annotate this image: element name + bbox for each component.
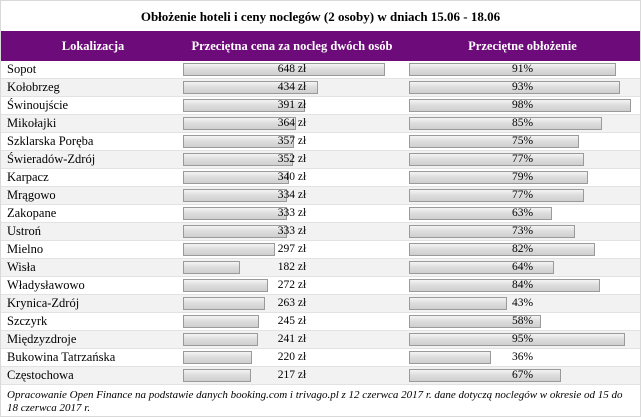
occupancy-value-label: 91%: [511, 63, 534, 75]
row-location-label: Kołobrzeg: [7, 80, 60, 94]
row-location-label: Ustroń: [7, 224, 42, 238]
occupancy-value-label: 93%: [511, 81, 534, 93]
price-value-label: 263 zł: [277, 297, 307, 309]
price-value-label: 334 zł: [277, 189, 307, 201]
price-value-label: 352 zł: [277, 153, 307, 165]
occupancy-value-label: 58%: [511, 315, 534, 327]
price-bar-cell: [179, 61, 405, 78]
table-row: [1, 61, 640, 79]
price-bar-cell: [179, 97, 405, 114]
occupancy-bar-cell: [405, 205, 640, 222]
table-row: [1, 133, 640, 151]
occupancy-bar-cell: [405, 241, 640, 258]
row-location-label: Krynica-Zdrój: [7, 296, 80, 310]
occupancy-value-label: 77%: [511, 189, 534, 201]
occupancy-value-label: 79%: [511, 171, 534, 183]
price-value-label: 333 zł: [277, 225, 307, 237]
occupancy-value-label: 73%: [511, 225, 534, 237]
price-value-label: 364 zł: [277, 117, 307, 129]
occupancy-bar-cell: [405, 295, 640, 312]
table-row: [1, 151, 640, 169]
occupancy-value-label: 67%: [511, 369, 534, 381]
table-row: [1, 205, 640, 223]
occupancy-bar-cell: [405, 115, 640, 132]
table-row: [1, 187, 640, 205]
row-location-label: Szczyrk: [7, 314, 48, 328]
column-header-location: Lokalizacja: [61, 38, 125, 53]
row-location-label: Świeradów-Zdrój: [7, 152, 96, 166]
row-location-label: Międzyzdroje: [7, 332, 77, 346]
price-value-label: 241 zł: [277, 333, 307, 345]
price-bar-cell: [179, 151, 405, 168]
occupancy-bar-cell: [405, 79, 640, 96]
price-bar-cell: [179, 241, 405, 258]
occupancy-value-label: 95%: [511, 333, 534, 345]
price-bar-cell: [179, 115, 405, 132]
price-value-label: 245 zł: [277, 315, 307, 327]
table-row: [1, 97, 640, 115]
table-row: [1, 331, 640, 349]
price-bar-cell: [179, 259, 405, 276]
row-location-label: Władysławowo: [7, 278, 85, 292]
occupancy-bar-cell: [405, 187, 640, 204]
price-value-label: 340 zł: [277, 171, 307, 183]
row-location-label: Świnoujście: [7, 98, 69, 112]
occupancy-value-label: 75%: [511, 135, 534, 147]
price-value-label: 434 zł: [277, 81, 307, 93]
occupancy-bar-cell: [405, 277, 640, 294]
row-location-label: Sopot: [7, 62, 37, 76]
price-value-label: 182 zł: [277, 261, 307, 273]
occupancy-bar-cell: [405, 259, 640, 276]
occupancy-bar-cell: [405, 367, 640, 384]
price-bar-cell: [179, 205, 405, 222]
table-row: [1, 349, 640, 367]
row-location-label: Szklarska Poręba: [7, 134, 94, 148]
price-bar-cell: [179, 277, 405, 294]
price-bar-cell: [179, 349, 405, 366]
row-location-label: Zakopane: [7, 206, 57, 220]
row-location-label: Wisła: [7, 260, 36, 274]
occupancy-value-label: 85%: [511, 117, 534, 129]
occupancy-bar-cell: [405, 133, 640, 150]
price-value-label: 333 zł: [277, 207, 307, 219]
column-header-occupancy: Przeciętne obłożenie: [468, 38, 577, 53]
table-row: [1, 277, 640, 295]
price-value-label: 217 zł: [277, 369, 307, 381]
price-bar-cell: [179, 169, 405, 186]
chart-rows: [1, 61, 640, 385]
occupancy-bar-cell: [405, 223, 640, 240]
table-row: [1, 313, 640, 331]
price-value-label: 391 zł: [277, 99, 307, 111]
table-row: [1, 241, 640, 259]
price-bar-cell: [179, 79, 405, 96]
occupancy-value-label: 64%: [511, 261, 534, 273]
row-location-label: Częstochowa: [7, 368, 74, 382]
column-header-price: Przeciętna cena za nocleg dwóch osób: [191, 38, 393, 53]
table-row: [1, 259, 640, 277]
row-location-label: Mielno: [7, 242, 44, 256]
occupancy-bar-cell: [405, 151, 640, 168]
occupancy-value-label: 84%: [511, 279, 534, 291]
price-bar-cell: [179, 367, 405, 384]
occupancy-value-label: 43%: [511, 297, 534, 309]
price-value-label: 648 zł: [277, 63, 307, 75]
column-header-row: [1, 31, 640, 61]
row-location-label: Karpacz: [7, 170, 49, 184]
table-row: [1, 169, 640, 187]
table-row: [1, 295, 640, 313]
row-location-label: Mikołajki: [7, 116, 57, 130]
price-value-label: 297 zł: [277, 243, 307, 255]
price-value-label: 357 zł: [277, 135, 307, 147]
table-row: [1, 367, 640, 385]
occupancy-value-label: 82%: [511, 243, 534, 255]
price-bar-cell: [179, 133, 405, 150]
table-row: [1, 79, 640, 97]
occupancy-value-label: 77%: [511, 153, 534, 165]
occupancy-value-label: 98%: [511, 99, 534, 111]
occupancy-bar-cell: [405, 313, 640, 330]
row-location-label: Mrągowo: [7, 188, 56, 202]
price-bar-cell: [179, 187, 405, 204]
price-bar-cell: [179, 313, 405, 330]
occupancy-bar-cell: [405, 349, 640, 366]
occupancy-bar-cell: [405, 97, 640, 114]
chart-footnote: Opracowanie Open Finance na podstawie danych booking.com i trivago.pl z 12 czerwca 2017 r. dane dotyczą noclegów w okresie od 15 do 18 czerwca 2017 r.: [7, 389, 623, 414]
price-bar-cell: [179, 223, 405, 240]
occupancy-bar-cell: [405, 169, 640, 186]
price-value-label: 272 zł: [277, 279, 307, 291]
occupancy-value-label: 36%: [511, 351, 534, 363]
price-bar-cell: [179, 331, 405, 348]
row-location-label: Bukowina Tatrzańska: [7, 350, 116, 364]
table-row: [1, 223, 640, 241]
occupancy-bar-cell: [405, 61, 640, 78]
table-row: [1, 115, 640, 133]
page-title: Obłożenie hoteli i ceny noclegów (2 osoby) w dniach 15.06 - 18.06: [140, 9, 501, 24]
price-value-label: 220 zł: [277, 351, 307, 363]
price-bar-cell: [179, 295, 405, 312]
occupancy-bar-cell: [405, 331, 640, 348]
occupancy-value-label: 63%: [511, 207, 534, 219]
